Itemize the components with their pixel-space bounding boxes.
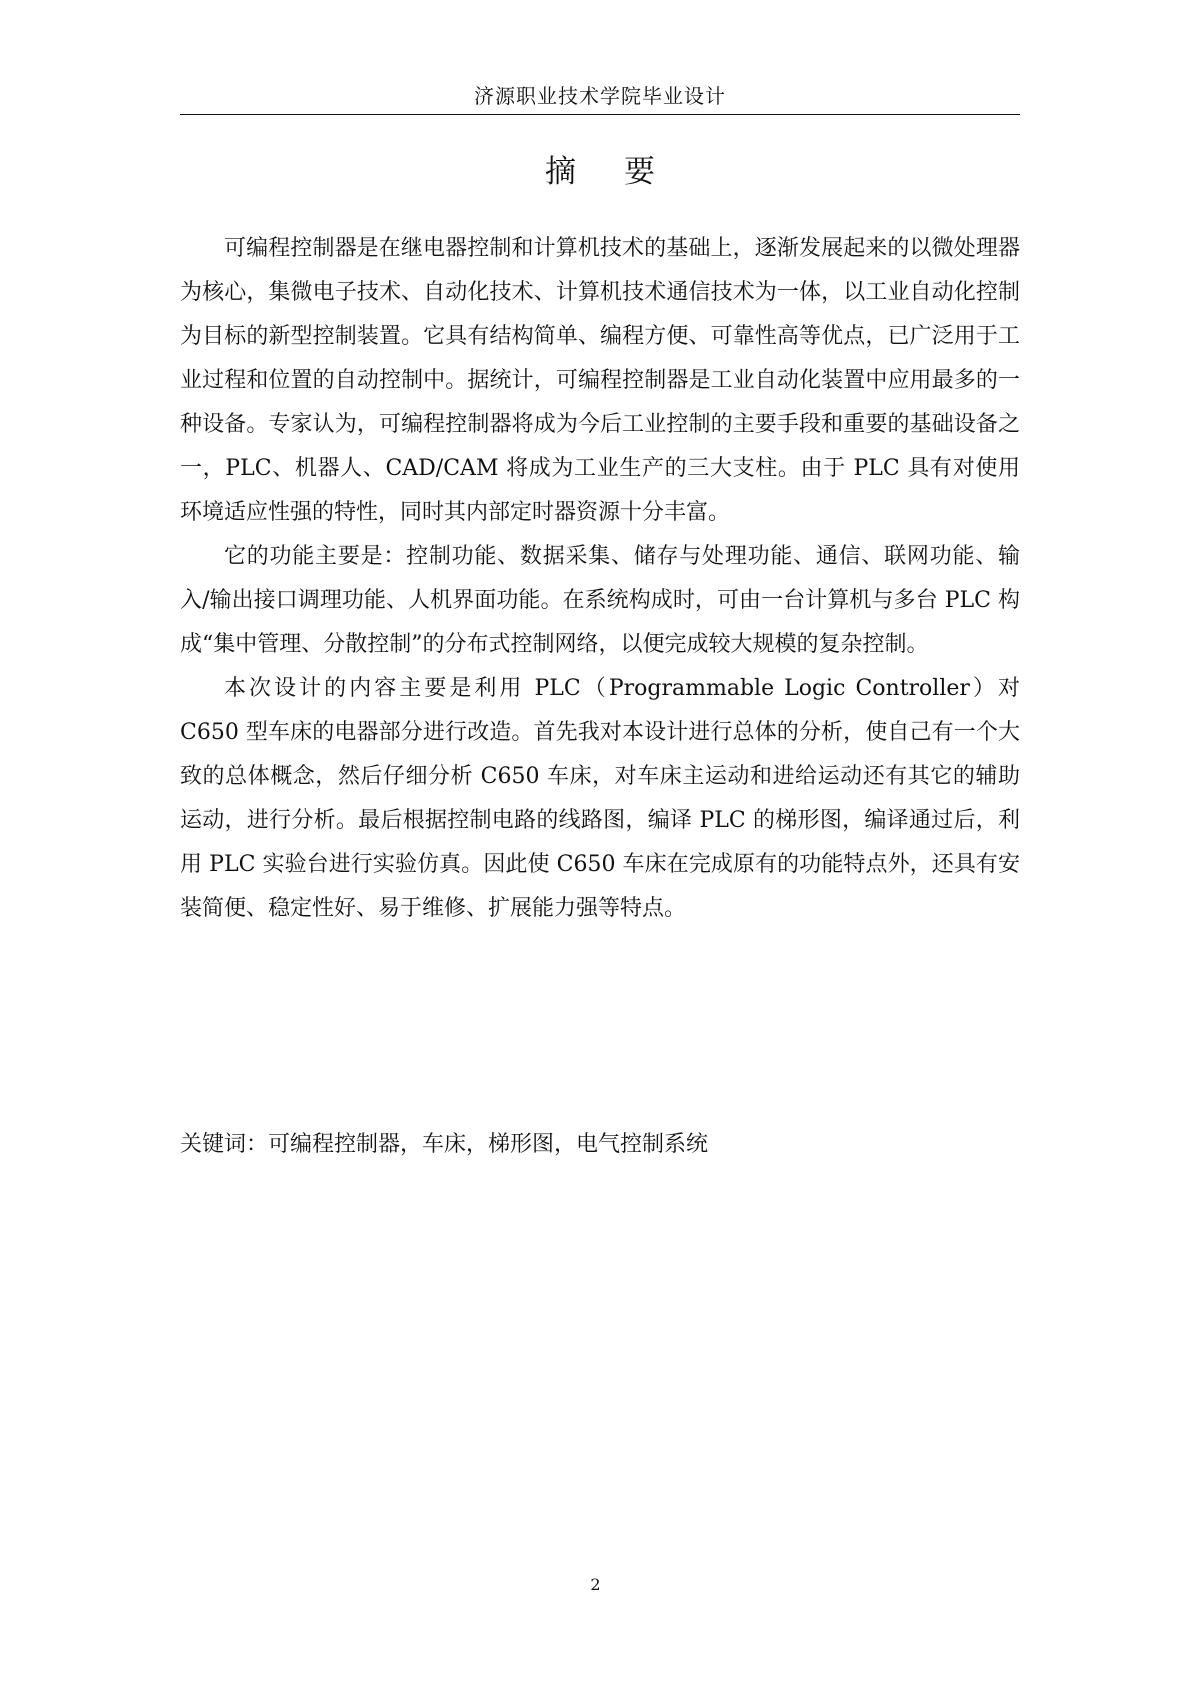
- abstract-body: [180, 227, 1020, 931]
- keywords-line: 关键词：可编程控制器，车床，梯形图，电气控制系统: [180, 1132, 709, 1157]
- page-number: 2: [590, 1575, 601, 1594]
- running-header: 济源职业技术学院毕业设计: [474, 84, 726, 108]
- abstract-paragraph: 它的功能主要是：控制功能、数据采集、储存与处理功能、通信、联网功能、输入/输出接口调理功能、人机界面功能。在系统构成时，可由一台计算机与多台 PLC 构成“集中管理、分散控制”的分布式控制网络，以便完成较大规模的复杂控制。: [180, 544, 1020, 657]
- abstract-paragraph: 可编程控制器是在继电器控制和计算机技术的基础上，逐渐发展起来的以微处理器为核心，集微电子技术、自动化技术、计算机技术通信技术为一体，以工业自动化控制为目标的新型控制装置。它具有结构简单、编程方便、可靠性高等优点，已广泛用于工业过程和位置的自动控制中。据统计，可编程控制器是工业自动化装置中应用最多的一种设备。专家认为，可编程控制器将成为今后工业控制的主要手段和重要的基础设备之一，PLC、机器人、CAD/CAM 将成为工业生产的三大支柱。由于 PLC 具有对使用环境适应性强的特性，同时其内部定时器资源十分丰富。: [180, 236, 1020, 525]
- abstract-title: 摘要: [545, 154, 703, 190]
- abstract-paragraph: 本次设计的内容主要是利用 PLC（Programmable Logic Controller）对 C650 型车床的电器部分进行改造。首先我对本设计进行总体的分析，使自己有一个大致的总体概念，然后仔细分析 C650 车床，对车床主运动和进给运动还有其它的辅助运动，进行分析。最后根据控制电路的线路图，编译 PLC 的梯形图，编译通过后，利用 PLC 实验台进行实验仿真。因此使 C650 车床在完成原有的功能特点外，还具有安装简便、稳定性好、易于维修、扩展能力强等特点。: [180, 676, 1020, 921]
- header-rule: [180, 114, 1020, 115]
